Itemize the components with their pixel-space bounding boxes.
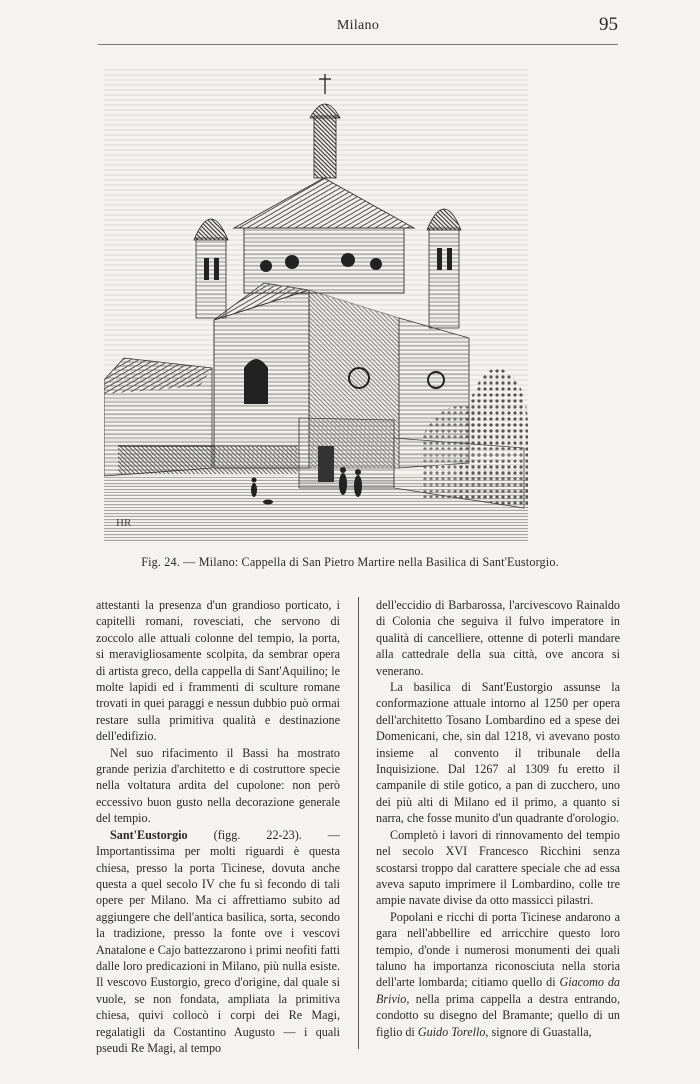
running-head: Milano [336,18,380,33]
person-name: Giacomo da Brivio [376,975,620,1006]
person-name: Guido Torello [417,1024,486,1039]
chapel-engraving [104,68,528,542]
right-tower [429,228,459,328]
figure-caption: Fig. 24. — Milano: Cappella di San Pietro Martire nella Basilica di Sant'Eustorgio. [141,555,559,569]
lantern [314,116,336,178]
left-tower [196,238,226,318]
paragraph: Sant'Eustorgio (figg. 22-23). — Importantissima per molti riguardi è questa chiesa, presso la porta Ticinese, dovuta anche questa a quel secolo IV che fu sì fecondo di tali opere per Milano. Ma ci affrettiamo subito ad aggiungere che dell'antica basilica, sorta, secondo la tradizione, presso la fonte ove i vescovi Anatalone e Cajo battezzarono i primi neofiti fatti dalle loro predicazioni in Milano, più nulla esiste. Il vescovo Eustorgio, greco d'origine, dal quale si vuole, se non fondata, ampliata la primitiva chiesa, quivi collocò i corpi dei Re Magi, regalatigli da Costantino Augusto — i quali pseudi Re Magi, al tempo [96,827,340,1055]
engraver-signature: HR [116,517,132,529]
page-number: 95 [599,14,618,35]
page-header [98,14,618,40]
right-column [376,597,620,1040]
paragraph: Completò i lavori di rinnovamento del tempio nel secolo XVI Francesco Ricchini senza scostarsi troppo dal carattere speciale che ad essa aveva saputo imprimere il Lombardino, colle tre ampie navate divise da otto massicci pilastri. [376,827,620,908]
engraving-figure [104,68,528,542]
paragraph: Popolani e ricchi di porta Ticinese andarono a gara nell'abbellire ed arricchire questo loro tempio, d'onde i numerosi monumenti dei quali taluno ha importanza riconosciuta nella storia dell'arte lombarda; citiamo quello di Giacomo da Brivio, nella prima cappella a destra entrando, condotto su disegno del Bramante; quello di un figlio di Guido Torello, signore di Guastalla, [376,909,620,1039]
wall-door [318,446,334,482]
dog [263,500,273,505]
paragraph: La basilica di Sant'Eustorgio assunse la conformazione attuale intorno al 1250 per opera dell'architetto Tosano Lombardino ed a spese dei Domenicani, che, sin dal 1218, vi avevano posto insieme al convento il tribunale della Inquisizione. Dal 1267 al 1309 fu eretto il campanile di stile gotico, a pan di zucchero, uno dei più alti di Milano ed il primo, a quanto si narra, che fosse munito d'un quadrante d'orologio. [376,680,620,826]
paragraph: attestanti la presenza d'un grandioso porticato, i capitelli romani, rovesciati, che servono di zoccolo alle attuali colonne del tempio, la porta, si meravigliosamente scolpita, da sembrar opera di artista greco, della cappella di Sant'Aquilino; le molte lapidi ed i frammenti di sculture romane trovati in quei paraggi e nessun dubbio può ormai restare sulla primitiva qualità e destinazione dell'edifizio. [96,598,340,744]
arched-window [244,359,268,404]
column-divider [358,597,359,1049]
section-heading: Sant'Eustorgio [110,827,188,842]
paragraph: dell'eccidio di Barbarossa, l'arcivescovo Rainaldo di Colonia che seguiva il fulvo imperatore in qualità di cancelliere, ottenne di poterli mandare alla cattedrale della sua città, ove ancora si venerano. [376,598,620,678]
left-column [96,597,340,1056]
boundary-wall [299,418,394,488]
paragraph: Nel suo rifacimento il Bassi ha mostrato grande perizia d'architetto e di costruttore specie nella voltatura ardita del cupolone: non però eccessivo buon gusto nella decorazione generale del tempio. [96,745,340,826]
header-rule [98,44,618,45]
